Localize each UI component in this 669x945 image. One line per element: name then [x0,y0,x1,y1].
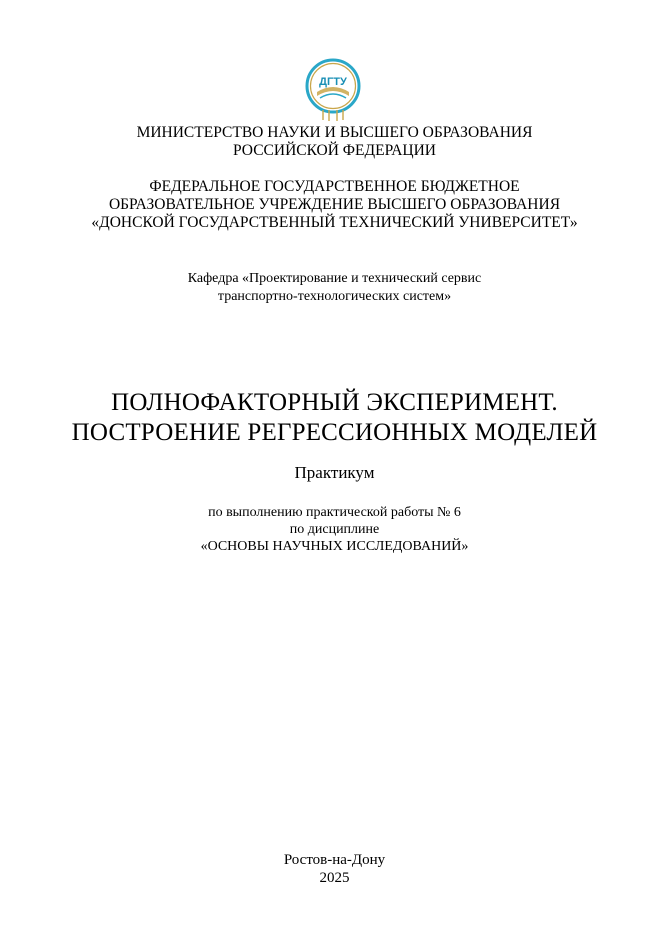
document-title-line-1: ПОЛНОФАКТОРНЫЙ ЭКСПЕРИМЕНТ. [111,389,558,416]
description-line-1: по выполнению практической работы № 6 [208,505,461,520]
university-emblem-icon [304,58,362,122]
institution-line-1: ФЕДЕРАЛЬНОЕ ГОСУДАРСТВЕННОЕ БЮДЖЕТНОЕ [149,178,520,195]
city: Ростов-на-Дону [283,852,386,868]
year: 2025 [319,870,350,886]
institution-line-2: ОБРАЗОВАТЕЛЬНОЕ УЧРЕЖДЕНИЕ ВЫСШЕГО ОБРАЗОВАНИЯ [108,196,561,213]
ministry-line-1: МИНИСТЕРСТВО НАУКИ И ВЫСШЕГО ОБРАЗОВАНИЯ [136,124,533,141]
department-line-2: транспортно-технологических систем» [217,289,452,304]
institution-line-3: «ДОНСКОЙ ГОСУДАРСТВЕННЫЙ ТЕХНИЧЕСКИЙ УНИВЕРСИТЕТ» [91,214,578,231]
department-line-1: Кафедра «Проектирование и технический сервис [187,271,482,286]
emblem-text: ДГТУ [319,76,347,88]
description-line-2: по дисциплине [289,522,380,537]
ministry-line-2: РОССИЙСКОЙ ФЕДЕРАЦИИ [233,142,436,159]
document-title-line-2: ПОСТРОЕНИЕ РЕГРЕССИОННЫХ МОДЕЛЕЙ [71,419,598,446]
description-line-3: «ОСНОВЫ НАУЧНЫХ ИССЛЕДОВАНИЙ» [200,539,469,554]
document-subtitle: Практикум [294,463,375,482]
